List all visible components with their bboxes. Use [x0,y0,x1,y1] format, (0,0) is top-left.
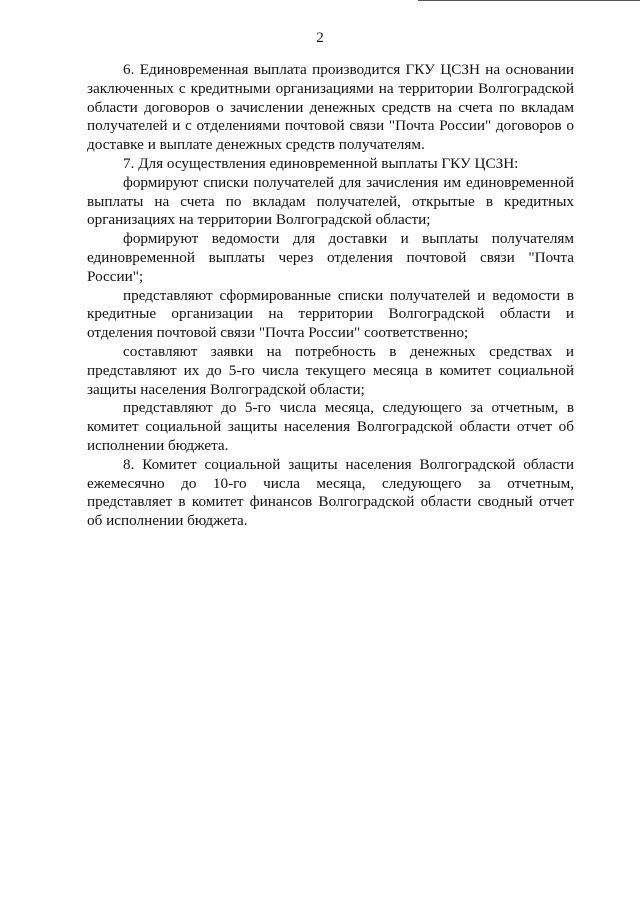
paragraph-6: 6. Единовременная выплата производится ГКУ ЦСЗН на основании заключенных с кредитными организациями на территории Волгоградской области договоров о зачислении денежных средств на счета по вкладам получателей и с отделениями почтовой связи "Почта России" договоров о доставке и выплате денежных средств получателям. [87,61,574,154]
paragraph-7-item-2: формируют ведомости для доставки и выплаты получателям единовременной выплаты через отделения почтовой связи "Почта России"; [87,230,574,285]
paragraph-7-item-3: представляют сформированные списки получателей и ведомости в кредитные организации на территории Волгоградской области и отделения почтовой связи "Почта России" соответственно; [87,286,574,342]
paragraph-7-item-5: представляют до 5-го числа месяца, следующего за отчетным, в комитет социальной защиты населения Волгоградской области отчет об исполнении бюджета. [87,399,574,454]
paragraph-7-item-4: составляют заявки на потребность в денежных средствах и представляют их до 5-го числа текущего месяца в комитет социальной защиты населения Волгоградской области; [87,342,574,398]
top-edge-line [418,0,640,1]
page-number: 2 [316,30,324,46]
paragraph-8: 8. Комитет социальной защиты населения Волгоградской области ежемесячно до 10-го числа месяца, следующего за отчетным, представляет в комитет финансов Волгоградской области сводный отчет об исполнении бюджета. [87,455,574,530]
paragraph-7: 7. Для осуществления единовременной выплаты ГКУ ЦСЗН: [123,154,519,172]
paragraph-7-item-1: формируют списки получателей для зачисления им единовременной выплаты на счета по вкладам получателей, открытые в кредитных организациях на территории Волгоградской области; [87,173,574,229]
document-body [87,61,574,531]
